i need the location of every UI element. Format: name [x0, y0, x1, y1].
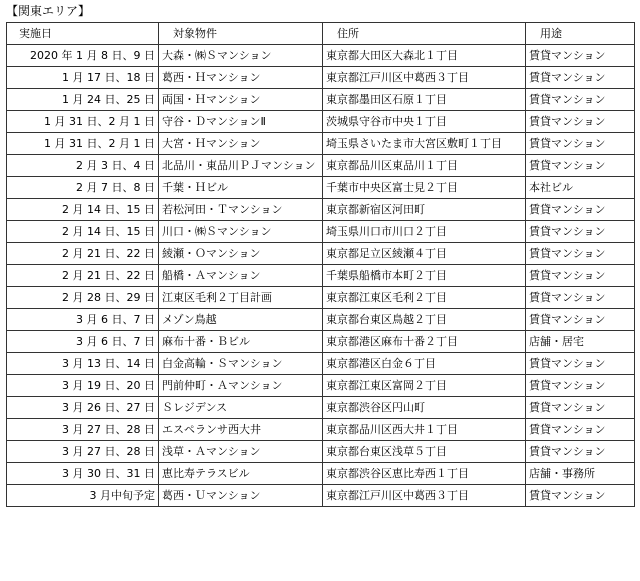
- table-row: [7, 331, 635, 353]
- address-cell: 東京都足立区綾瀬４丁目: [323, 243, 526, 265]
- use-cell: 賃貸マンション: [526, 265, 635, 287]
- use-cell: 賃貸マンション: [526, 89, 635, 111]
- date-cell: 1 月 31 日、2 月 1 日: [7, 111, 159, 133]
- use-cell: 賃貸マンション: [526, 111, 635, 133]
- address-cell: 東京都墨田区石原１丁目: [323, 89, 526, 111]
- property-cell: 門前仲町・Ａマンション: [159, 375, 323, 397]
- use-cell: 賃貸マンション: [526, 133, 635, 155]
- table-row: [7, 287, 635, 309]
- table-row: [7, 309, 635, 331]
- header-property: 対象物件: [159, 23, 323, 45]
- date-cell: 3 月 19 日、20 日: [7, 375, 159, 397]
- table-row: [7, 221, 635, 243]
- table-row: [7, 133, 635, 155]
- date-cell: 2 月 14 日、15 日: [7, 221, 159, 243]
- date-cell: 2 月 7 日、8 日: [7, 177, 159, 199]
- property-cell: Ｓレジデンス: [159, 397, 323, 419]
- address-cell: 茨城県守谷市中央１丁目: [323, 111, 526, 133]
- table-row: [7, 243, 635, 265]
- property-cell: 若松河田・Ｔマンション: [159, 199, 323, 221]
- property-cell: 葛西・Ｕマンション: [159, 485, 323, 507]
- use-cell: 賃貸マンション: [526, 397, 635, 419]
- use-cell: 本社ビル: [526, 177, 635, 199]
- property-cell: 千葉・Ｈビル: [159, 177, 323, 199]
- table-row: [7, 419, 635, 441]
- address-cell: 東京都港区麻布十番２丁目: [323, 331, 526, 353]
- address-cell: 東京都渋谷区恵比寿西１丁目: [323, 463, 526, 485]
- table-row: [7, 111, 635, 133]
- table-row: [7, 375, 635, 397]
- date-cell: 3 月 30 日、31 日: [7, 463, 159, 485]
- table-row: [7, 463, 635, 485]
- property-cell: 大森・㈱Ｓマンション: [159, 45, 323, 67]
- table-row: [7, 353, 635, 375]
- address-cell: 東京都台東区浅草５丁目: [323, 441, 526, 463]
- use-cell: 賃貸マンション: [526, 375, 635, 397]
- address-cell: 東京都大田区大森北１丁目: [323, 45, 526, 67]
- date-cell: 3 月 26 日、27 日: [7, 397, 159, 419]
- use-cell: 賃貸マンション: [526, 243, 635, 265]
- table-row: [7, 485, 635, 507]
- address-cell: 埼玉県さいたま市大宮区敷町１丁目: [323, 133, 526, 155]
- table-row: [7, 89, 635, 111]
- date-cell: 2 月 14 日、15 日: [7, 199, 159, 221]
- address-cell: 埼玉県川口市川口２丁目: [323, 221, 526, 243]
- property-cell: 守谷・ＤマンションⅡ: [159, 111, 323, 133]
- date-cell: 3 月 27 日、28 日: [7, 441, 159, 463]
- property-cell: 大宮・Ｈマンション: [159, 133, 323, 155]
- use-cell: 賃貸マンション: [526, 485, 635, 507]
- address-cell: 千葉市中央区富士見２丁目: [323, 177, 526, 199]
- use-cell: 賃貸マンション: [526, 353, 635, 375]
- date-cell: 1 月 17 日、18 日: [7, 67, 159, 89]
- header-date: 実施日: [7, 23, 159, 45]
- table-header-row: [7, 23, 635, 45]
- table-row: [7, 177, 635, 199]
- property-cell: 両国・Ｈマンション: [159, 89, 323, 111]
- date-cell: 2 月 28 日、29 日: [7, 287, 159, 309]
- address-cell: 東京都港区白金６丁目: [323, 353, 526, 375]
- property-cell: 船橋・Ａマンション: [159, 265, 323, 287]
- table-row: [7, 45, 635, 67]
- use-cell: 賃貸マンション: [526, 309, 635, 331]
- address-cell: 東京都江東区毛利２丁目: [323, 287, 526, 309]
- property-cell: メゾン鳥越: [159, 309, 323, 331]
- use-cell: 店舗・事務所: [526, 463, 635, 485]
- address-cell: 東京都江東区富岡２丁目: [323, 375, 526, 397]
- property-cell: 江東区毛利２丁目計画: [159, 287, 323, 309]
- table-row: [7, 265, 635, 287]
- date-cell: 2 月 21 日、22 日: [7, 265, 159, 287]
- address-cell: 東京都品川区西大井１丁目: [323, 419, 526, 441]
- property-cell: 綾瀬・Ｏマンション: [159, 243, 323, 265]
- address-cell: 東京都台東区鳥越２丁目: [323, 309, 526, 331]
- table-row: [7, 397, 635, 419]
- date-cell: 1 月 24 日、25 日: [7, 89, 159, 111]
- date-cell: 2020 年 1 月 8 日、9 日: [7, 45, 159, 67]
- table-row: [7, 67, 635, 89]
- date-cell: 3 月 6 日、7 日: [7, 331, 159, 353]
- property-cell: 麻布十番・Ｂビル: [159, 331, 323, 353]
- address-cell: 東京都江戸川区中葛西３丁目: [323, 485, 526, 507]
- table-row: [7, 199, 635, 221]
- table-row: [7, 441, 635, 463]
- use-cell: 賃貸マンション: [526, 221, 635, 243]
- property-cell: エスペランサ西大井: [159, 419, 323, 441]
- use-cell: 賃貸マンション: [526, 287, 635, 309]
- use-cell: 賃貸マンション: [526, 155, 635, 177]
- date-cell: 1 月 31 日、2 月 1 日: [7, 133, 159, 155]
- section-title: 【関東エリア】: [6, 4, 91, 18]
- use-cell: 店舗・居宅: [526, 331, 635, 353]
- date-cell: 3 月 27 日、28 日: [7, 419, 159, 441]
- address-cell: 東京都品川区東品川１丁目: [323, 155, 526, 177]
- use-cell: 賃貸マンション: [526, 45, 635, 67]
- use-cell: 賃貸マンション: [526, 67, 635, 89]
- address-cell: 東京都新宿区河田町: [323, 199, 526, 221]
- property-cell: 川口・㈱Ｓマンション: [159, 221, 323, 243]
- table-body: [7, 45, 635, 507]
- property-cell: 浅草・Ａマンション: [159, 441, 323, 463]
- property-cell: 白金高輪・Ｓマンション: [159, 353, 323, 375]
- use-cell: 賃貸マンション: [526, 199, 635, 221]
- date-cell: 3 月 6 日、7 日: [7, 309, 159, 331]
- date-cell: 3 月 13 日、14 日: [7, 353, 159, 375]
- use-cell: 賃貸マンション: [526, 441, 635, 463]
- table-row: [7, 155, 635, 177]
- header-address: 住所: [323, 23, 526, 45]
- header-use: 用途: [526, 23, 635, 45]
- use-cell: 賃貸マンション: [526, 419, 635, 441]
- date-cell: 3 月中旬予定: [7, 485, 159, 507]
- address-cell: 東京都江戸川区中葛西３丁目: [323, 67, 526, 89]
- schedule-table: [6, 22, 635, 507]
- address-cell: 東京都渋谷区円山町: [323, 397, 526, 419]
- property-cell: 北品川・東品川ＰＪマンション: [159, 155, 323, 177]
- date-cell: 2 月 21 日、22 日: [7, 243, 159, 265]
- property-cell: 葛西・Ｈマンション: [159, 67, 323, 89]
- date-cell: 2 月 3 日、4 日: [7, 155, 159, 177]
- property-cell: 恵比寿テラスビル: [159, 463, 323, 485]
- address-cell: 千葉県船橋市本町２丁目: [323, 265, 526, 287]
